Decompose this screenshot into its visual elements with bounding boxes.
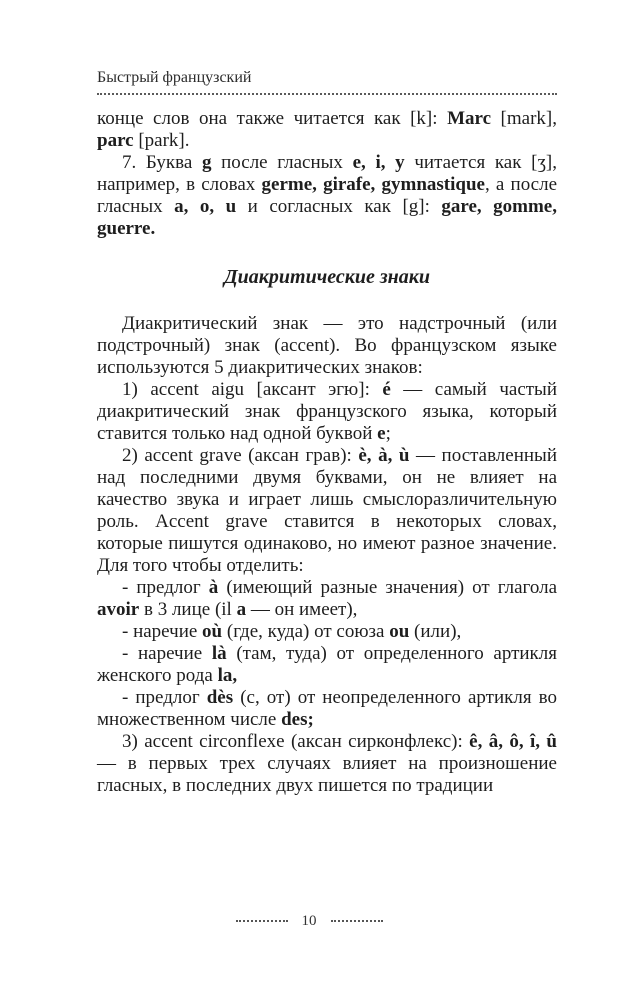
list-item — [97, 621, 557, 643]
list-item — [97, 687, 557, 731]
text-segment: и согласных как [g]: — [236, 196, 442, 217]
text-segment: Диакритический знак — это надстрочный (или подстрочный) знак (accent). Во французском языке используются 5 диакритических знаков: — [97, 313, 557, 378]
bold-text: la, — [217, 665, 238, 686]
body-paragraph — [97, 445, 557, 577]
text-segment: Диакритические знаки — [223, 266, 430, 288]
text-segment: , а после гласных — [97, 174, 558, 217]
text-segment: - предлог — [122, 577, 209, 598]
body-paragraph — [97, 313, 557, 379]
page-number: 10 — [301, 913, 317, 929]
bold-text: parc — [97, 130, 134, 151]
text-segment: 2) accent grave (аксан грав): — [122, 445, 359, 466]
text-segment: в 3 лице (il — [139, 599, 237, 620]
text-segment: 7. Буква — [122, 152, 202, 173]
text-segment: — он имеет), — [246, 599, 358, 620]
running-title: Быстрый французский — [97, 69, 252, 86]
body-paragraph — [97, 108, 557, 152]
footer-dots-right — [331, 920, 383, 922]
bold-text: é — [382, 379, 391, 400]
body-paragraph — [97, 152, 557, 240]
text-segment: после гласных — [211, 152, 353, 173]
list-item — [97, 577, 557, 621]
text-segment: [park]. — [133, 130, 190, 151]
text-segment: (с, от) от неопределенного артикля во множественном числе — [97, 687, 557, 730]
page-body — [97, 108, 557, 797]
text-segment: (где, куда) от союза — [222, 621, 390, 642]
bold-text: à — [208, 577, 219, 598]
bold-text: a, o, u — [174, 196, 237, 217]
text-segment: 3) accent circonflexe (аксан сирконфлекс): — [122, 731, 470, 752]
text-segment: - наречие — [122, 621, 203, 642]
text-segment: - наречие — [122, 643, 212, 664]
bold-text: germe, girafe, gymnastique — [261, 174, 485, 195]
bold-text: où — [202, 621, 223, 642]
text-segment: (или), — [409, 621, 462, 642]
running-header — [97, 68, 557, 95]
list-item — [97, 643, 557, 687]
bold-text: e, i, y — [352, 152, 405, 173]
bold-text: g — [201, 152, 212, 173]
text-segment: — поставленный над последними двумя буквами, он не влияет на качество звука и играет лишь смыслоразличительную роль. Accent grave ставится в некоторых словах, которые пишутся одинаково, но имеют разное значение. Для того чтобы отделить: — [97, 445, 557, 576]
bold-text: des; — [281, 709, 314, 730]
body-paragraph — [97, 731, 557, 797]
text-segment: (имеющий разные значения) от глагола — [218, 577, 557, 598]
page-footer — [0, 912, 618, 930]
footer-dots-left — [236, 920, 288, 922]
text-segment: - предлог — [122, 687, 207, 708]
bold-text: ê, â, ô, î, û — [469, 731, 558, 752]
text-segment: — в первых трех случаях влияет на произношение гласных, в последних двух пишется по традиции — [97, 753, 557, 796]
bold-text: a — [236, 599, 247, 620]
section-heading — [97, 265, 557, 289]
bold-text: è, à, ù — [358, 445, 410, 466]
text-segment: читается как [ʒ], например, в словах — [97, 152, 557, 195]
header-dotted-rule — [97, 88, 557, 95]
bold-text: dès — [206, 687, 234, 708]
text-segment: [mark], — [491, 108, 557, 129]
bold-text: gare, gomme, guerre. — [97, 196, 557, 239]
text-segment: — самый частый диакритический знак французского языка, который ставится только над одной буквой — [97, 379, 557, 444]
bold-text: Marc — [447, 108, 492, 129]
text-segment: ; — [385, 423, 391, 444]
body-paragraph — [97, 379, 557, 445]
text-segment: (там, туда) от определенного артикля женского рода — [97, 643, 558, 686]
bold-text: ou — [389, 621, 410, 642]
bold-text: là — [211, 643, 227, 664]
text-segment: 1) accent aigu [аксант эгю]: — [122, 379, 383, 400]
bold-text: e — [377, 423, 386, 444]
bold-text: avoir — [97, 599, 140, 620]
text-segment: конце слов она также читается как [k]: — [97, 108, 448, 129]
